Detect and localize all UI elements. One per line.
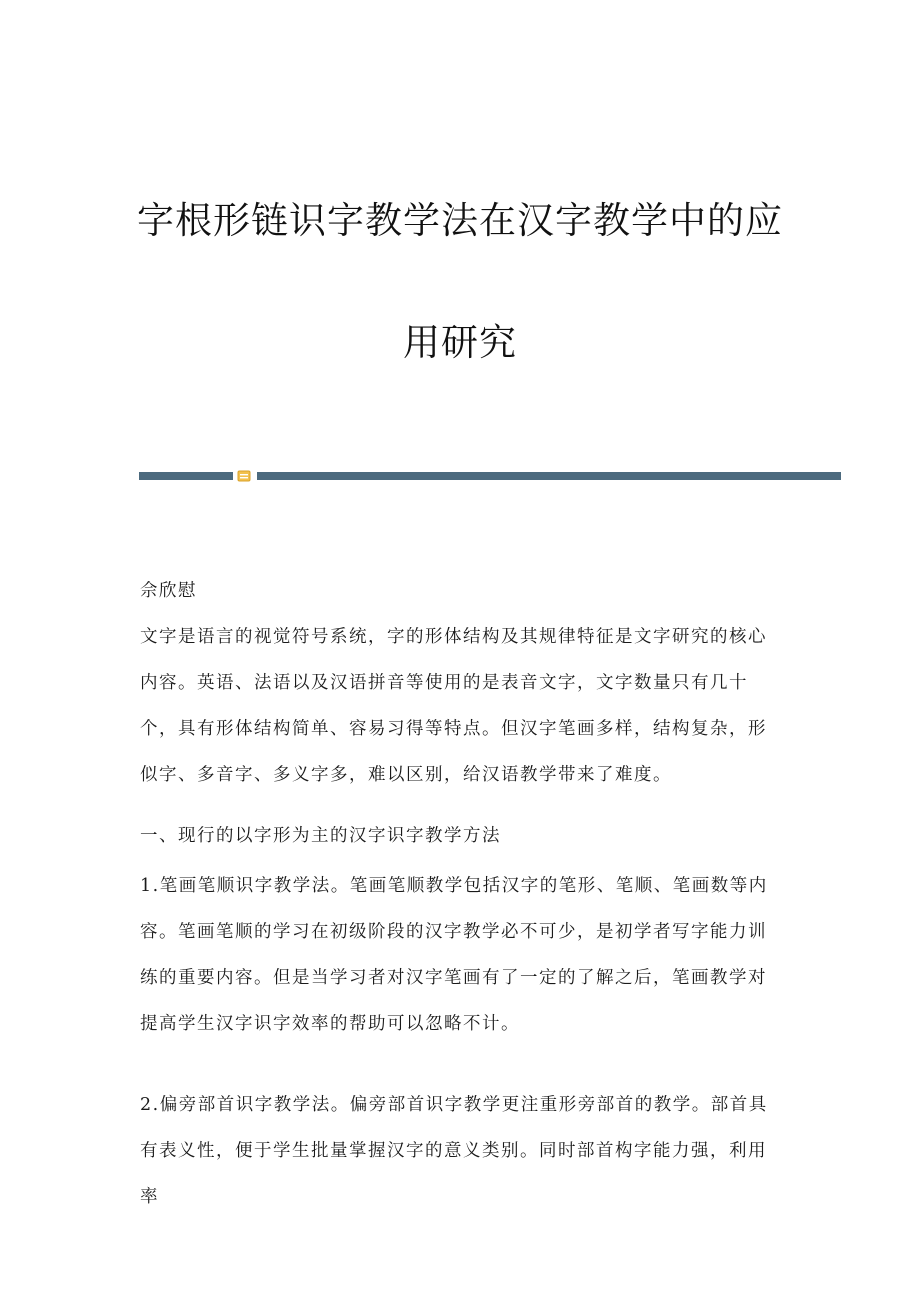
document-title-line-1: 字根形链识字教学法在汉字教学中的应 <box>137 199 783 242</box>
section-heading-1: 一、现行的以字形为主的汉字识字教学方法 <box>140 826 501 846</box>
document-title-line-2: 用研究 <box>403 321 517 364</box>
list-item-2: 2.偏旁部首识字教学法。偏旁部首识字教学更注重形旁部首的教学。部首具有表义性，便于学生批量掌握汉字的意义类别。同时部首构字能力强，利用率 <box>140 1095 768 1207</box>
intro-paragraph: 文字是语言的视觉符号系统，字的形体结构及其规律特征是文字研究的核心内容。英语、法语以及汉语拼音等使用的是表音文字，文字数量只有几十个，具有形体结构简单、容易习得等特点。但汉字笔画多样，结构复杂，形似字、多音字、多义字多，难以区别，给汉语教学带来了难度。 <box>140 627 767 785</box>
divider-left-segment <box>139 472 233 480</box>
author-name: 佘欣慰 <box>140 581 197 601</box>
list-item-1: 1.笔画笔顺识字教学法。笔画笔顺教学包括汉字的笔形、笔顺、笔画数等内容。笔画笔顺的学习在初级阶段的汉字教学必不可少，是初学者写字能力训练的重要内容。但是当学习者对汉字笔画有了一定的了解之后，笔画教学对提高学生汉字识字效率的帮助可以忽略不计。 <box>140 876 768 1034</box>
title-divider <box>139 470 841 480</box>
divider-right-segment <box>257 472 841 480</box>
divider-ornament-icon <box>237 470 251 482</box>
